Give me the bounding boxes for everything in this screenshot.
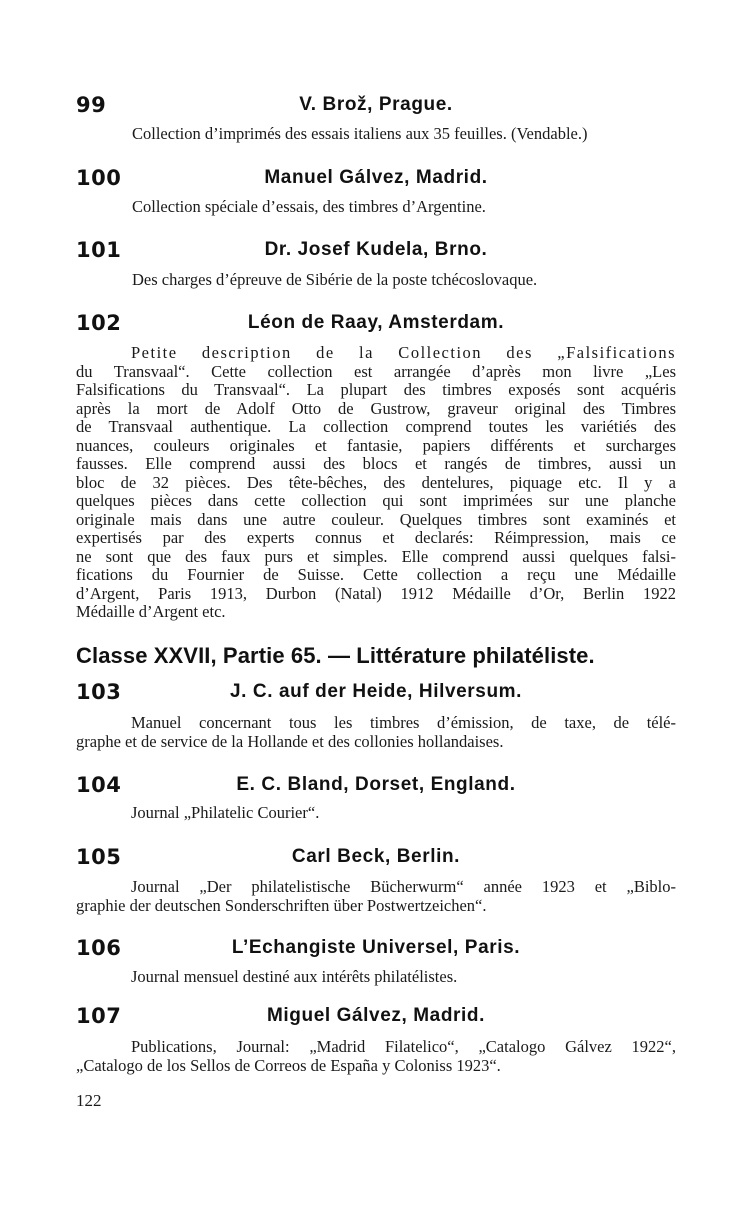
description-line: Journal „Der philatelistische Bücherwurm“ année 1923 et „Biblo-	[131, 877, 676, 896]
entry-number: 101	[76, 238, 122, 262]
entry-number: 100	[76, 166, 122, 190]
description-line: de Transvaal authentique. La collection comprend toutes les variétiés des	[76, 417, 676, 436]
description-line: „Catalogo de los Sellos de Correos de España y Coloniss 1923“.	[76, 1055, 501, 1075]
entry-number: 105	[76, 845, 122, 869]
entry-number: 103	[76, 680, 122, 704]
entry-description	[131, 804, 676, 823]
description-line: Manuel concernant tous les timbres d’émission, de taxe, de télé-	[131, 713, 676, 732]
description-line: quelques pièces dans cette collection qui sont imprimées sur une planche	[76, 491, 676, 510]
exhibitor-name: E. C. Bland, Dorset, England.	[236, 774, 516, 795]
entry-description	[76, 878, 676, 915]
description-line: fausses. Elle comprend aussi des blocs et rangés de timbres, aussi un	[76, 454, 676, 473]
description-line: originale mais dans une autre couleur. Quelques timbres sont examinés et	[76, 509, 676, 529]
description-line: Falsifications du Transvaal“. La plupart des timbres exposés sont acquéris	[76, 380, 676, 399]
exhibitor-name: V. Brož, Prague.	[299, 94, 453, 115]
entry-number: 107	[76, 1004, 122, 1028]
entry-number: 106	[76, 936, 122, 960]
description-line: après la mort de Adolf Otto de Gustrow, graveur original des Timbres	[76, 398, 676, 418]
entry-description	[132, 271, 676, 290]
description-line: expertisés par des experts connus et declarés: Réimpression, mais ce	[76, 528, 676, 547]
entry-description	[132, 198, 676, 217]
entry-number: 99	[76, 93, 107, 117]
description-line: fications du Fournier de Suisse. Cette collection a reçu une Médaille	[76, 565, 676, 584]
entry-description	[76, 714, 676, 751]
exhibitor-name: Manuel Gálvez, Madrid.	[264, 167, 488, 188]
entry-description	[131, 968, 676, 987]
description-line: Journal mensuel destiné aux intérêts philatélistes.	[131, 967, 458, 986]
entry-description	[76, 344, 676, 622]
entry-number: 104	[76, 773, 122, 797]
exhibitor-name: J. C. auf der Heide, Hilversum.	[229, 681, 523, 702]
description-line: Collection spéciale d’essais, des timbres d’Argentine.	[132, 197, 486, 216]
exhibitor-name: Carl Beck, Berlin.	[291, 846, 461, 867]
description-line: Publications, Journal: „Madrid Filatelico“, „Catalogo Gálvez 1922“,	[131, 1037, 676, 1056]
description-line: graphie der deutschen Sonderschriften über Postwertzeichen“.	[76, 895, 487, 915]
entry-number: 102	[76, 311, 122, 335]
exhibitor-name: Dr. Josef Kudela, Brno.	[264, 239, 488, 260]
entry-description	[132, 125, 676, 144]
description-line: du Transvaal“. Cette collection est arrangée d’après mon livre „Les	[76, 361, 676, 381]
description-line: Médaille d’Argent etc.	[76, 602, 226, 621]
exhibitor-name: Miguel Gálvez, Madrid.	[266, 1005, 486, 1026]
exhibitor-name: L’Echangiste Universel, Paris.	[231, 937, 521, 958]
page-number: 122	[76, 1091, 102, 1110]
description-line: Des charges d’épreuve de Sibérie de la poste tchécoslovaque.	[132, 270, 538, 289]
description-line: graphe et de service de la Hollande et des collonies hollandaises.	[76, 731, 504, 751]
description-line: bloc de 32 pièces. Des tête-bêches, des dentelures, piquage etc. Il y a	[76, 472, 676, 492]
description-line: nuances, couleurs originales et fantasie, papiers différents et surcharges	[76, 435, 676, 455]
section-heading: Classe XXVII, Partie 65. — Littérature philatéliste.	[76, 643, 595, 668]
description-line: d’Argent, Paris 1913, Durbon (Natal) 1912 Médaille d’Or, Berlin 1922	[76, 583, 676, 603]
description-line: Collection d’imprimés des essais italiens aux 35 feuilles. (Vendable.)	[132, 124, 588, 143]
exhibitor-name: Léon de Raay, Amsterdam.	[247, 312, 505, 333]
description-line: ne sont que des faux purs et simples. Elle comprend aussi quelques falsi-	[76, 546, 676, 566]
description-line: Journal „Philatelic Courier“.	[131, 803, 320, 822]
entry-description	[76, 1038, 676, 1075]
description-line: Petite description de la Collection des „Falsifications	[131, 343, 676, 362]
